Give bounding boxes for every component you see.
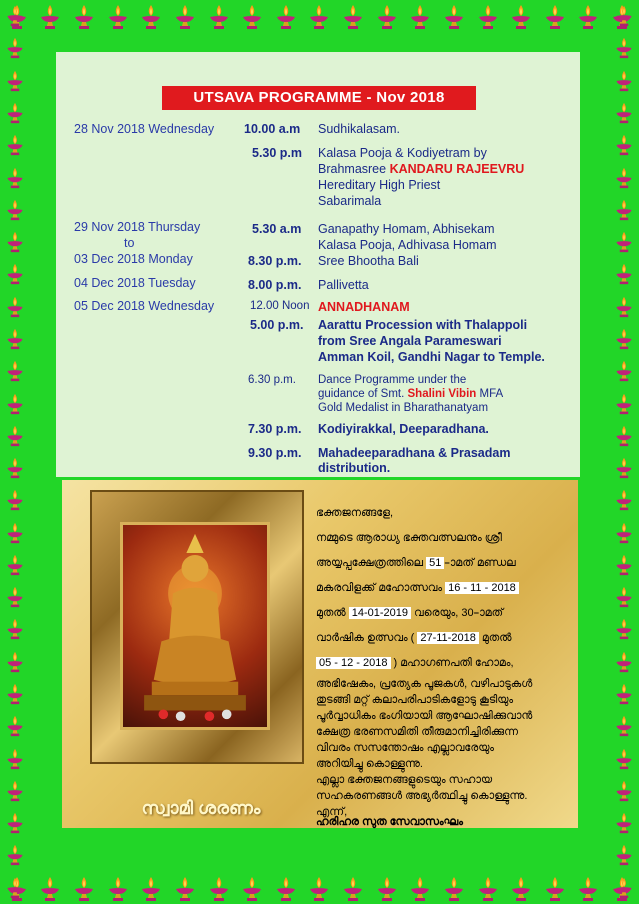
left-lamp-border xyxy=(4,0,26,904)
event-priest-title: Hereditary High Priest xyxy=(318,178,441,192)
letter-line-13: അറിയിച്ചു കൊള്ളുന്നു. xyxy=(316,758,423,770)
letter-line-5a: മുതൽ xyxy=(316,607,349,619)
oil-lamp-icon xyxy=(38,876,62,902)
letter-line-14: എല്ലാ ഭക്തജനങ്ങളുടെയും സഹായ xyxy=(316,774,493,786)
letter-line-5b: വരെയും, 30–ാമത് xyxy=(411,607,504,619)
time-7: 5.00 p.m. xyxy=(250,318,304,332)
swami-saranam: സ്വാമി ശരണം xyxy=(141,798,261,818)
oil-lamp-icon xyxy=(375,876,399,902)
deity-icon xyxy=(123,525,267,727)
event-mahadeeparadhana: Mahadeeparadhana & Prasadam xyxy=(318,446,511,460)
letter-line-3 xyxy=(316,557,516,570)
letter-line-8: അഭിഷേകം, പ്രത്യേക പൂജകൾ, വഴിപാടുകൾ xyxy=(316,678,533,690)
oil-lamp-icon xyxy=(4,489,26,511)
time-2: 5.30 p.m xyxy=(252,146,303,160)
oil-lamp-icon xyxy=(543,876,567,902)
oil-lamp-icon xyxy=(72,876,96,902)
oil-lamp-icon xyxy=(4,102,26,124)
event-kodiyetram: Kalasa Pooja & Kodiyetram by xyxy=(318,146,487,160)
oil-lamp-icon xyxy=(613,618,635,640)
letter-line-9: തുടങ്ങി മറ്റ് കലാപരിപാടികളോടു കൂടിയും xyxy=(316,694,514,706)
oil-lamp-icon xyxy=(613,457,635,479)
letter-line-3b: –ാമത് മണ്ഡല xyxy=(444,557,516,569)
letter-line-6b: മുതൽ xyxy=(478,632,512,644)
time-3: 5.30 a.m xyxy=(252,222,302,236)
oil-lamp-icon xyxy=(240,876,264,902)
event-kodiyetram-by xyxy=(318,162,524,176)
letter-line-2: നമ്മുടെ ആരാധ്യ ഭക്തവത്സലനും ശ്രീ xyxy=(316,532,502,544)
oil-lamp-icon xyxy=(4,812,26,834)
event-distribution: distribution. xyxy=(318,461,391,475)
festival-end-date: 05 - 12 - 2018 xyxy=(316,657,391,669)
oil-lamp-icon xyxy=(4,199,26,221)
start-date: 16 - 11 - 2018 xyxy=(445,582,519,594)
deity-picture xyxy=(120,522,270,730)
event-adhivasa-homam: Kalasa Pooja, Adhivasa Homam xyxy=(318,238,497,252)
time-9: 7.30 p.m. xyxy=(248,422,302,436)
oil-lamp-icon xyxy=(613,37,635,59)
letter-line-6 xyxy=(316,632,512,645)
oil-lamp-icon xyxy=(476,4,500,30)
oil-lamp-icon xyxy=(4,877,26,899)
oil-lamp-icon xyxy=(4,586,26,608)
event-sabarimala: Sabarimala xyxy=(318,194,382,208)
oil-lamp-icon xyxy=(4,360,26,382)
oil-lamp-icon xyxy=(72,4,96,30)
oil-lamp-icon xyxy=(613,877,635,899)
oil-lamp-icon xyxy=(4,263,26,285)
oil-lamp-icon xyxy=(106,4,130,30)
oil-lamp-icon xyxy=(139,4,163,30)
letter-line-11: ക്ഷേത്ര ഭരണസമിതി തീരുമാനിച്ചിരിക്കുന്ന xyxy=(316,726,518,738)
time-1: 10.00 a.m xyxy=(244,122,301,136)
oil-lamp-icon xyxy=(307,876,331,902)
event-dance-medal: Gold Medalist in Bharathanatyam xyxy=(318,402,489,414)
oil-lamp-icon xyxy=(613,812,635,834)
event-aarattu-from: from Sree Angala Parameswari xyxy=(318,334,502,348)
time-8: 6.30 p.m. xyxy=(248,374,296,386)
letter-line-1: ഭക്തജനങ്ങളേ, xyxy=(316,507,394,519)
oil-lamp-icon xyxy=(4,5,26,27)
right-lamp-border xyxy=(613,0,635,904)
by-prefix: Brahmasree xyxy=(318,162,390,176)
oil-lamp-icon xyxy=(576,876,600,902)
letter-line-5 xyxy=(316,607,503,620)
oil-lamp-icon xyxy=(375,4,399,30)
date-to: to xyxy=(124,236,135,250)
oil-lamp-icon xyxy=(476,876,500,902)
oil-lamp-icon xyxy=(613,393,635,415)
letter-line-15: സഹകരണങ്ങൾ അഭ്യർത്ഥിച്ചു കൊള്ളുന്നു. xyxy=(316,790,528,802)
letter-line-7 xyxy=(316,657,514,670)
letter-line-12: വിവരം സസന്തോഷം എല്ലാവരേയും xyxy=(316,742,495,754)
oil-lamp-icon xyxy=(4,37,26,59)
deity-frame xyxy=(90,490,304,764)
oil-lamp-icon xyxy=(613,199,635,221)
oil-lamp-icon xyxy=(613,296,635,318)
dancer-name: Shalini Vibin xyxy=(407,388,477,400)
oil-lamp-icon xyxy=(543,4,567,30)
oil-lamp-icon xyxy=(4,457,26,479)
oil-lamp-icon xyxy=(4,70,26,92)
date-05-dec: 05 Dec 2018 Wednesday xyxy=(74,299,215,313)
oil-lamp-icon xyxy=(4,651,26,673)
oil-lamp-icon xyxy=(274,4,298,30)
oil-lamp-icon xyxy=(4,683,26,705)
oil-lamp-icon xyxy=(207,4,231,30)
event-kodiyirakkal: Kodiyirakkal, Deeparadhana. xyxy=(318,422,489,436)
time-4: 8.30 p.m. xyxy=(248,254,302,268)
oil-lamp-icon xyxy=(4,167,26,189)
oil-lamp-icon xyxy=(613,844,635,866)
letter-line-16: എന്ന്, xyxy=(316,806,348,818)
event-ganapathy-homam: Ganapathy Homam, Abhisekam xyxy=(318,222,495,236)
event-dance-guidance xyxy=(318,388,503,400)
oil-lamp-icon xyxy=(613,522,635,544)
oil-lamp-icon xyxy=(4,715,26,737)
oil-lamp-icon xyxy=(173,4,197,30)
oil-lamp-icon xyxy=(613,683,635,705)
oil-lamp-icon xyxy=(576,4,600,30)
oil-lamp-icon xyxy=(4,231,26,253)
oil-lamp-icon xyxy=(442,876,466,902)
event-sudhikalasam: Sudhikalasam. xyxy=(318,122,400,136)
oil-lamp-icon xyxy=(139,876,163,902)
oil-lamp-icon xyxy=(613,554,635,576)
letter-line-6a: വാർഷിക ഉത്സവം ( xyxy=(316,632,418,644)
oil-lamp-icon xyxy=(613,167,635,189)
bottom-lamp-border xyxy=(0,876,639,902)
priest-name: KANDARU RAJEEVRU xyxy=(389,162,525,176)
letter-line-7b: ) മഹാഗണപതി ഹോമം, xyxy=(390,657,514,669)
signature: ഹരിഹര സുത സേവാസംഘം xyxy=(316,816,463,828)
oil-lamp-icon xyxy=(613,5,635,27)
oil-lamp-icon xyxy=(4,425,26,447)
oil-lamp-icon xyxy=(4,134,26,156)
oil-lamp-icon xyxy=(613,70,635,92)
end-date: 14-01-2019 xyxy=(349,607,411,619)
time-10: 9.30 p.m. xyxy=(248,446,302,460)
top-lamp-border xyxy=(0,4,639,30)
guidance-suffix: MFA xyxy=(476,388,504,400)
oil-lamp-icon xyxy=(509,876,533,902)
letter-line-3a: അയ്യപ്പക്ഷേത്രത്തിലെ xyxy=(316,557,427,569)
oil-lamp-icon xyxy=(442,4,466,30)
event-bhootha-bali: Sree Bhootha Bali xyxy=(318,254,419,268)
oil-lamp-icon xyxy=(4,844,26,866)
time-6: 12.00 Noon xyxy=(250,300,310,312)
oil-lamp-icon xyxy=(4,522,26,544)
letter-line-4a: മകരവിളക്ക് മഹോത്സവം xyxy=(316,582,446,594)
oil-lamp-icon xyxy=(207,876,231,902)
oil-lamp-icon xyxy=(613,102,635,124)
oil-lamp-icon xyxy=(613,651,635,673)
oil-lamp-icon xyxy=(307,4,331,30)
date-03-dec: 03 Dec 2018 Monday xyxy=(74,252,193,266)
oil-lamp-icon xyxy=(4,393,26,415)
oil-lamp-icon xyxy=(408,4,432,30)
oil-lamp-icon xyxy=(173,876,197,902)
date-28-nov: 28 Nov 2018 Wednesday xyxy=(74,122,215,136)
event-dance: Dance Programme under the xyxy=(318,374,467,386)
oil-lamp-icon xyxy=(274,876,298,902)
letter-line-10: പൂർവ്വാധികം ഭംഗിയായി ആഘോഷിക്കുവാൻ xyxy=(316,710,533,722)
guidance-prefix: guidance of Smt. xyxy=(318,388,408,400)
oil-lamp-icon xyxy=(613,263,635,285)
oil-lamp-icon xyxy=(613,328,635,350)
oil-lamp-icon xyxy=(240,4,264,30)
oil-lamp-icon xyxy=(4,780,26,802)
oil-lamp-icon xyxy=(613,748,635,770)
oil-lamp-icon xyxy=(509,4,533,30)
letter-line-4 xyxy=(316,582,519,595)
event-aarattu: Aarattu Procession with Thalappoli xyxy=(318,318,528,332)
mandala-number: 51 xyxy=(426,557,444,569)
festival-start-date: 27-11-2018 xyxy=(417,632,478,644)
oil-lamp-icon xyxy=(4,748,26,770)
event-annadhanam: ANNADHANAM xyxy=(318,300,410,314)
oil-lamp-icon xyxy=(4,328,26,350)
oil-lamp-icon xyxy=(4,296,26,318)
oil-lamp-icon xyxy=(613,489,635,511)
oil-lamp-icon xyxy=(613,134,635,156)
oil-lamp-icon xyxy=(408,876,432,902)
oil-lamp-icon xyxy=(613,360,635,382)
oil-lamp-icon xyxy=(613,586,635,608)
oil-lamp-icon xyxy=(613,425,635,447)
time-5: 8.00 p.m. xyxy=(248,278,302,292)
date-04-dec: 04 Dec 2018 Tuesday xyxy=(74,276,196,290)
oil-lamp-icon xyxy=(341,4,365,30)
oil-lamp-icon xyxy=(38,4,62,30)
oil-lamp-icon xyxy=(4,554,26,576)
oil-lamp-icon xyxy=(613,715,635,737)
page-title: UTSAVA PROGRAMME - Nov 2018 xyxy=(162,86,476,110)
event-aarattu-to: Amman Koil, Gandhi Nagar to Temple. xyxy=(318,350,545,364)
oil-lamp-icon xyxy=(4,618,26,640)
oil-lamp-icon xyxy=(613,780,635,802)
oil-lamp-icon xyxy=(341,876,365,902)
event-pallivetta: Pallivetta xyxy=(318,278,369,292)
date-29-nov: 29 Nov 2018 Thursday xyxy=(74,220,201,234)
oil-lamp-icon xyxy=(106,876,130,902)
oil-lamp-icon xyxy=(613,231,635,253)
